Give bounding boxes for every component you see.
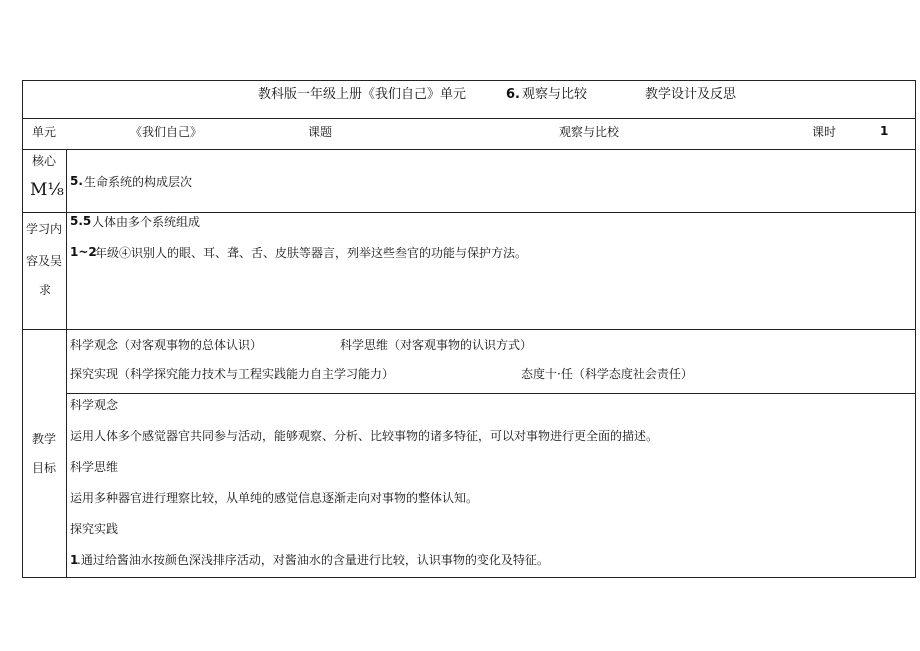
table-rule-after-title: [22, 118, 916, 119]
goals-section-thinking-title: 科学思维: [70, 460, 119, 474]
document-title-mid: 观察与比较: [522, 87, 588, 102]
learning-label-line2: 容及吴: [26, 254, 63, 268]
goals-section-practice-text: .通过给酱油水按颜色深浅排序活动，对酱油水的含量进行比较，认识事物的变化及特征。: [77, 553, 549, 567]
learning-line1-text: 人体由多个系统组成: [92, 215, 201, 229]
unit-value: 《我们自己》: [130, 125, 203, 139]
goals-category-concept: 科学观念（对客观事物的总体认识）: [70, 338, 263, 352]
unit-label: 单元: [32, 125, 57, 139]
lesson-value: 观察与比校: [559, 125, 620, 139]
lesson-label: 课题: [308, 125, 333, 139]
goals-category-attitude: 态度十·任（科学态度社会责任）: [521, 367, 693, 381]
goals-section-thinking-text: 运用多种器官进行理察比较，从单纯的感觉信息逐渐走向对事物的整体认知。: [70, 491, 479, 505]
table-rule-after-learning: [22, 329, 916, 330]
table-border-bottom: [22, 577, 916, 578]
goals-section-practice-number: 1: [70, 553, 79, 567]
core-content-text: 生命系统的构成层次: [84, 175, 193, 189]
table-label-column-rule: [66, 149, 67, 578]
goals-category-practice: 探究实现（科学探究能力技术与工程实践能力自主学习能力）: [70, 367, 395, 381]
learning-label-line1: 学习内: [26, 222, 63, 236]
learning-label-line3: 求: [39, 283, 52, 297]
goals-category-thinking: 科学思维（对客观事物的认识方式）: [340, 338, 533, 352]
table-rule-after-unit: [22, 149, 916, 150]
document-title-left: 教科版一年级上册《我们自己》单元: [258, 87, 467, 102]
goals-label-line2: 目标: [32, 461, 57, 475]
core-content-number: 5.: [70, 174, 83, 188]
table-rule-goals-divider: [66, 393, 916, 394]
learning-line1-number: 5.5: [70, 214, 92, 228]
goals-section-concept-text: 运用人体多个感觉器官共同参与活动，能够观察、分析、比较事物的诸多特征，可以对事物进行更全面的描述。: [70, 429, 659, 443]
goals-section-practice-title: 探究实践: [70, 522, 119, 536]
table-border-top: [22, 80, 916, 81]
period-label: 课时: [812, 125, 837, 139]
learning-line2-text: 年级④识别人的眼、耳、聋、舌、皮肤等器言，列举这些叁官的功能与保护方法。: [95, 246, 528, 260]
document-title-right: 教学设计及反思: [645, 87, 737, 102]
table-rule-after-core: [22, 212, 916, 213]
core-label-line1: 核心: [32, 154, 57, 168]
table-border-right: [915, 80, 916, 578]
document-title-number: 6.: [506, 87, 520, 102]
learning-line2-number: 1~2: [70, 245, 97, 259]
table-border-left: [22, 80, 23, 578]
goals-section-concept-title: 科学观念: [70, 398, 119, 412]
core-label-line2: M⅛: [30, 180, 64, 200]
goals-label-line1: 教学: [32, 432, 57, 446]
period-value: 1: [880, 124, 889, 138]
